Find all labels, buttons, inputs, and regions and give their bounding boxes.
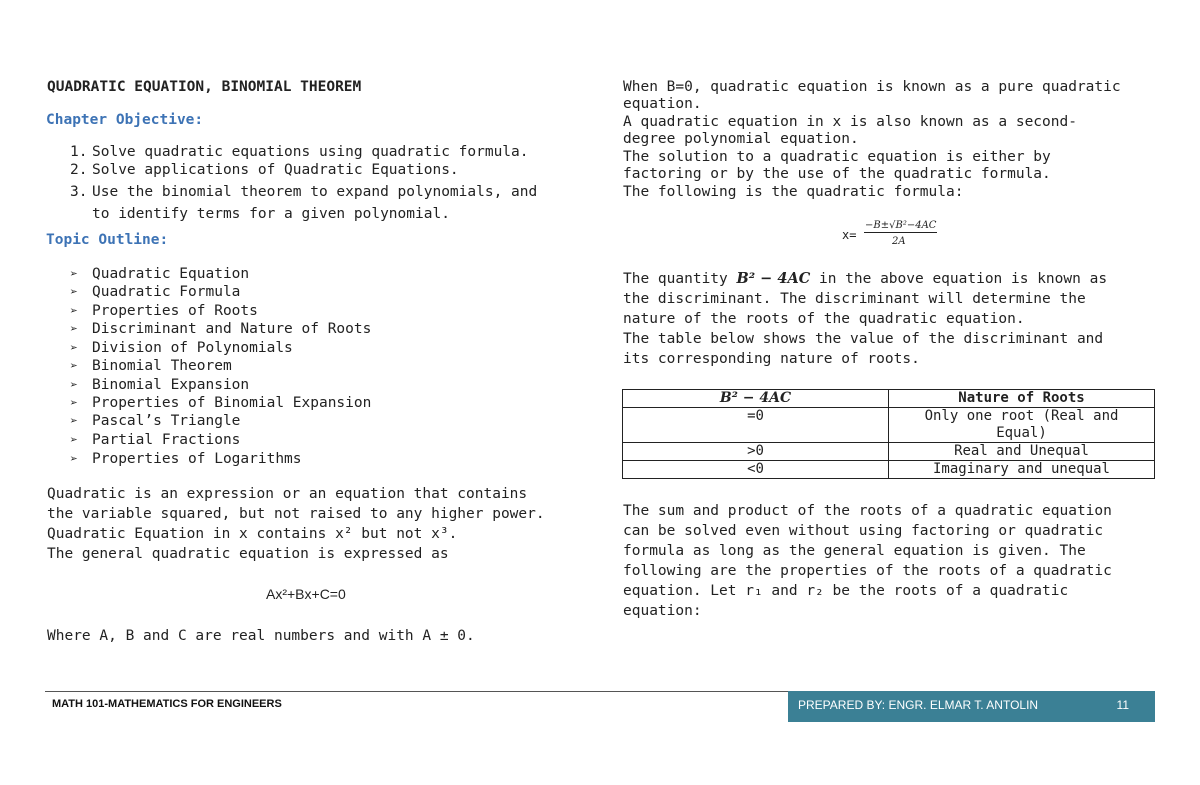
text-line: factoring or by the use of the quadratic formula.	[623, 166, 1051, 182]
list-item: ➢ Binomial Expansion	[70, 377, 250, 393]
text-line: following are the properties of the roots of a quadratic	[623, 563, 1112, 579]
formula-lhs: x=	[842, 228, 857, 242]
table-cell: Only one root (Real and Equal)	[889, 408, 1155, 443]
general-equation: Ax²+Bx+C=0	[266, 586, 346, 602]
list-item: ➢ Discriminant and Nature of Roots	[70, 321, 372, 337]
arrow-bullet-icon: ➢	[70, 359, 78, 374]
text-line: A quadratic equation in x is also known as a second-	[623, 114, 1077, 130]
table-header: B² − 4AC	[623, 390, 889, 408]
text-line: degree polynomial equation.	[623, 131, 859, 147]
text-line: Quadratic is an expression or an equation that contains	[47, 486, 528, 502]
list-item: ➢ Properties of Binomial Expansion	[70, 395, 372, 411]
footer-band	[788, 691, 1155, 722]
footer-course: MATH 101-MATHEMATICS FOR ENGINEERS	[52, 698, 282, 710]
list-item: ➢ Quadratic Formula	[70, 284, 241, 300]
text-line: nature of the roots of the quadratic equation.	[623, 311, 1025, 327]
text-line: equation.	[623, 96, 702, 112]
list-item: ➢ Pascal’s Triangle	[70, 413, 241, 429]
list-item: ➢ Properties of Logarithms	[70, 451, 302, 467]
arrow-bullet-icon: ➢	[70, 396, 78, 411]
discriminant-expression: B² − 4AC	[736, 270, 811, 287]
table-cell: Imaginary and unequal	[889, 461, 1155, 479]
nature-of-roots-table	[622, 389, 1155, 479]
page-title: QUADRATIC EQUATION, BINOMIAL THEOREM	[47, 79, 362, 95]
list-item: ➢ Properties of Roots	[70, 303, 258, 319]
text-line: formula as long as the general equation is given. The	[623, 543, 1086, 559]
arrow-bullet-icon: ➢	[70, 452, 78, 467]
list-item: 2. Solve applications of Quadratic Equations.	[70, 162, 459, 178]
formula-numerator: −B±√B²−4AC	[865, 220, 937, 231]
table-header: Nature of Roots	[889, 390, 1155, 408]
list-item: ➢ Partial Fractions	[70, 432, 241, 448]
footer-prepared-by: PREPARED BY: ENGR. ELMAR T. ANTOLIN	[798, 698, 1039, 712]
list-item: ➢ Division of Polynomials	[70, 340, 293, 356]
table-row	[623, 443, 1155, 461]
table-cell: =0	[623, 408, 889, 443]
text-line: equation. Let r₁ and r₂ be the roots of a quadratic	[623, 583, 1069, 599]
table-cell: Real and Unequal	[889, 443, 1155, 461]
text-line: The sum and product of the roots of a quadratic equation	[623, 503, 1112, 519]
page-number: 11	[1116, 698, 1129, 712]
text-line: its corresponding nature of roots.	[623, 351, 920, 367]
text-line: equation:	[623, 603, 702, 619]
list-item: 1. Solve quadratic equations using quadratic formula.	[70, 144, 529, 160]
text-line: The solution to a quadratic equation is either by	[623, 149, 1051, 165]
list-item: 3. Use the binomial theorem to expand polynomials, and	[70, 184, 538, 200]
text-line: When B=0, quadratic equation is known as a pure quadratic	[623, 79, 1121, 95]
text-line: The following is the quadratic formula:	[623, 184, 964, 200]
list-item-continuation: to identify terms for a given polynomial.	[92, 206, 450, 222]
text-line: The quantity B² − 4AC in the above equation is known as	[623, 270, 1108, 287]
formula-denominator: 2A	[892, 236, 906, 247]
arrow-bullet-icon: ➢	[70, 433, 78, 448]
table-cell: >0	[623, 443, 889, 461]
where-text: Where A, B and C are real numbers and with A ± 0.	[47, 628, 475, 644]
list-item: ➢ Quadratic Equation	[70, 266, 250, 282]
text-line: The general quadratic equation is expressed as	[47, 546, 449, 562]
chapter-objective-heading: Chapter Objective:	[46, 112, 204, 128]
table-header-row	[623, 390, 1155, 408]
text-line: the discriminant. The discriminant will determine the	[623, 291, 1086, 307]
topic-outline-heading: Topic Outline:	[46, 232, 169, 248]
arrow-bullet-icon: ➢	[70, 304, 78, 319]
arrow-bullet-icon: ➢	[70, 285, 78, 300]
arrow-bullet-icon: ➢	[70, 378, 78, 393]
table-row	[623, 461, 1155, 479]
text-line: Quadratic Equation in x contains x² but not x³.	[47, 526, 458, 542]
table-row	[623, 408, 1155, 443]
arrow-bullet-icon: ➢	[70, 267, 78, 282]
table-cell: <0	[623, 461, 889, 479]
text-line: The table below shows the value of the discriminant and	[623, 331, 1104, 347]
list-item: ➢ Binomial Theorem	[70, 358, 232, 374]
arrow-bullet-icon: ➢	[70, 414, 78, 429]
text-line: the variable squared, but not raised to any higher power.	[47, 506, 545, 522]
arrow-bullet-icon: ➢	[70, 341, 78, 356]
arrow-bullet-icon: ➢	[70, 322, 78, 337]
text-line: can be solved even without using factoring or quadratic	[623, 523, 1104, 539]
